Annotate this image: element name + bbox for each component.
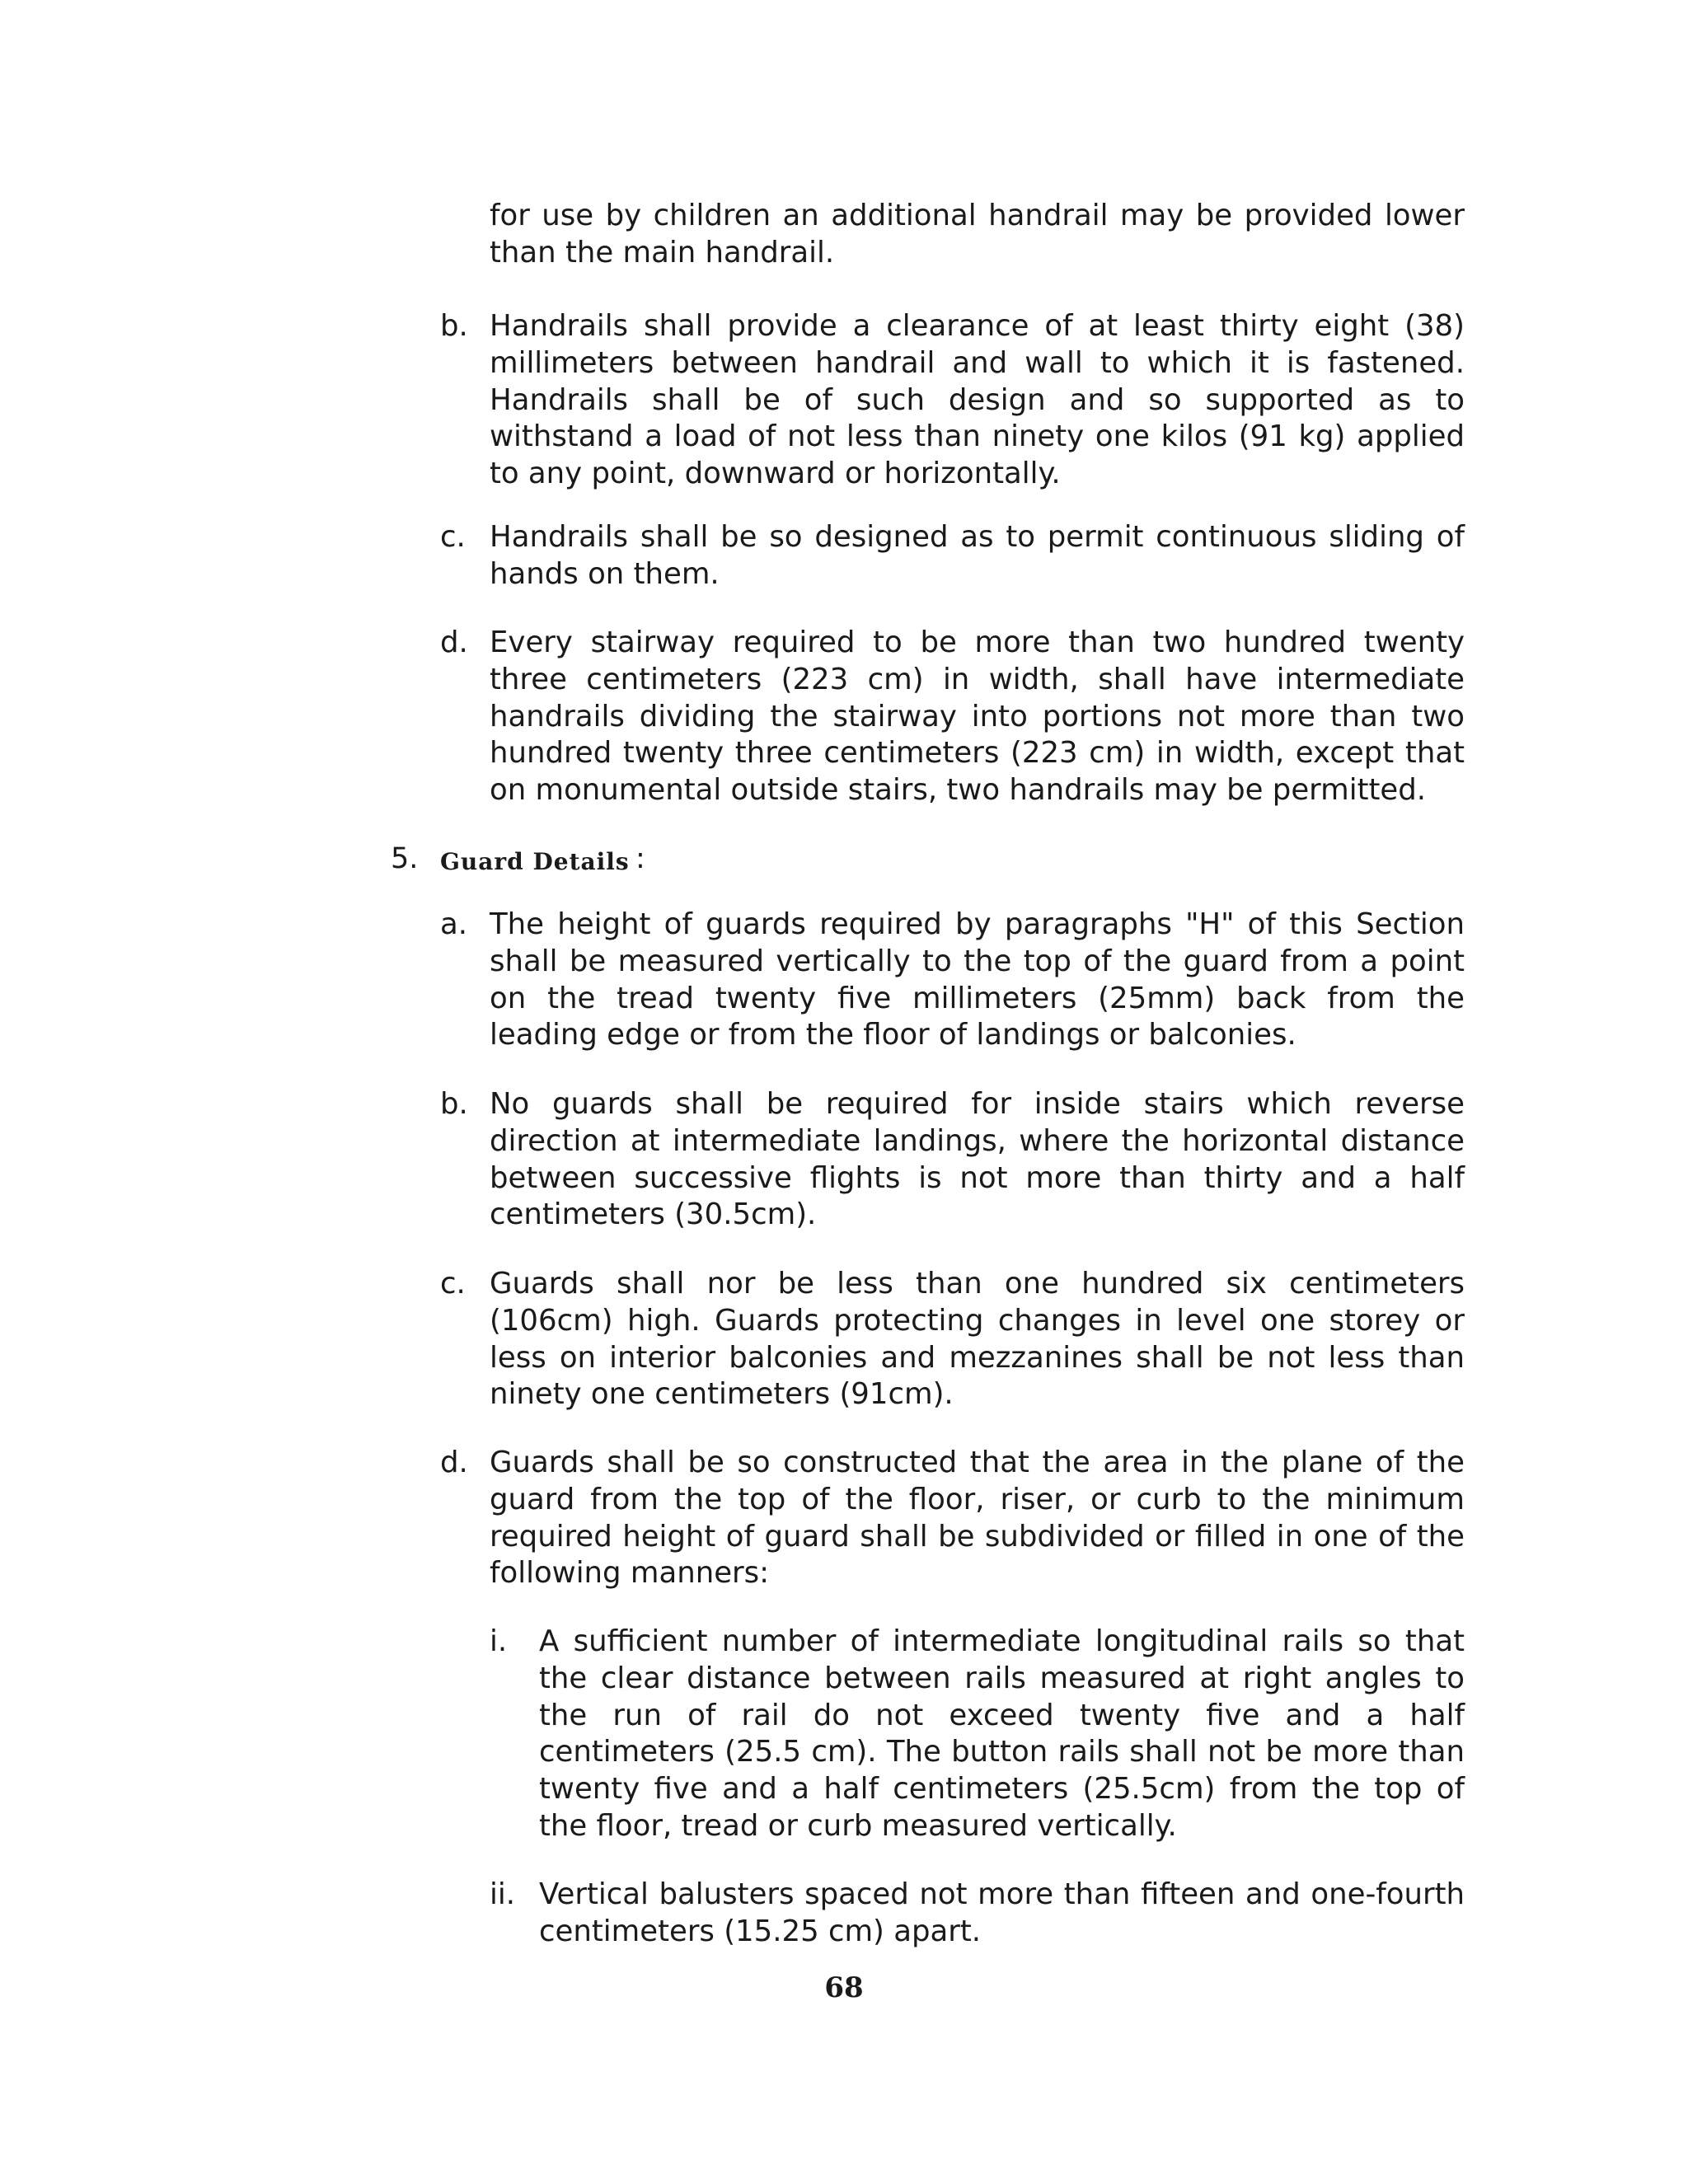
item-text: Handrails shall provide a clearance of at least thirty eight (38) millimeters between handrail and wall to which it is fastened. Handrails shall be of such design and so supported as to withstand a load of not less than ninety one kilos (91 kg) applied to any point, downward or horizontally. [490,309,1465,491]
item-label: b. [440,309,468,343]
item-text: Vertical balusters spaced not more than fifteen and one-fourth centimeters (15.25 cm) apart. [539,1877,1465,1948]
item-text: No guards shall be required for inside stairs which reverse direction at intermediate landings, where the horizontal distance between successive flights is not more than thirty and a half centimeters (30.5cm). [490,1087,1465,1232]
item-label: d. [440,1446,468,1479]
item-text: Every stairway required to be more than two hundred twenty three centimeters (223 cm) in width, shall have intermediate handrails dividing the stairway into portions not more than two hundred twenty three centimeters (223 cm) in width, except that on monumental outside stairs, two handrails may be permitted. [490,626,1465,808]
section-title: Guard Details [440,848,630,875]
item-label: b. [440,1087,468,1121]
item-text: The height of guards required by paragraphs "H" of this Section shall be measured vertically to the top of the guard from a point on the tread twenty five millimeters (25mm) back from the leading edge or from the floor of landings or balconies. [490,907,1465,1052]
item-label: c. [440,520,466,554]
item-label: i. [490,1624,508,1658]
item-text: A sufficient number of intermediate longitudinal rails so that the clear distance between rails measured at right angles to the run of rail do not exceed twenty five and a half centimeters (25.5 cm). The button rails shall not be more than twenty five and a half centimeters (25.5cm) from the top of the floor, tread or curb measured vertically. [539,1624,1465,1843]
item-label: a. [440,907,468,941]
page-number: 68 [824,1971,864,2004]
section-number: 5. [391,842,419,875]
item-label: d. [440,626,468,659]
item-text: Guards shall be so constructed that the area in the plane of the guard from the top of the floor, riser, or curb to the minimum required height of guard shall be subdivided or filled in one of the following manners: [490,1446,1465,1591]
section-heading [391,841,1050,879]
section-colon: : [635,842,645,875]
item-text: Guards shall nor be less than one hundred six centimeters (106cm) high. Guards protecting changes in level one storey or less on interior balconies and mezzanines shall be not less than ninety one centimeters (91cm). [490,1267,1465,1412]
continuation-text: for use by children an additional handrail may be provided lower than the main handrail. [490,199,1465,269]
item-label: c. [440,1267,466,1301]
item-text: Handrails shall be so designed as to permit continuous sliding of hands on them. [490,520,1465,591]
item-label: ii. [490,1877,516,1911]
